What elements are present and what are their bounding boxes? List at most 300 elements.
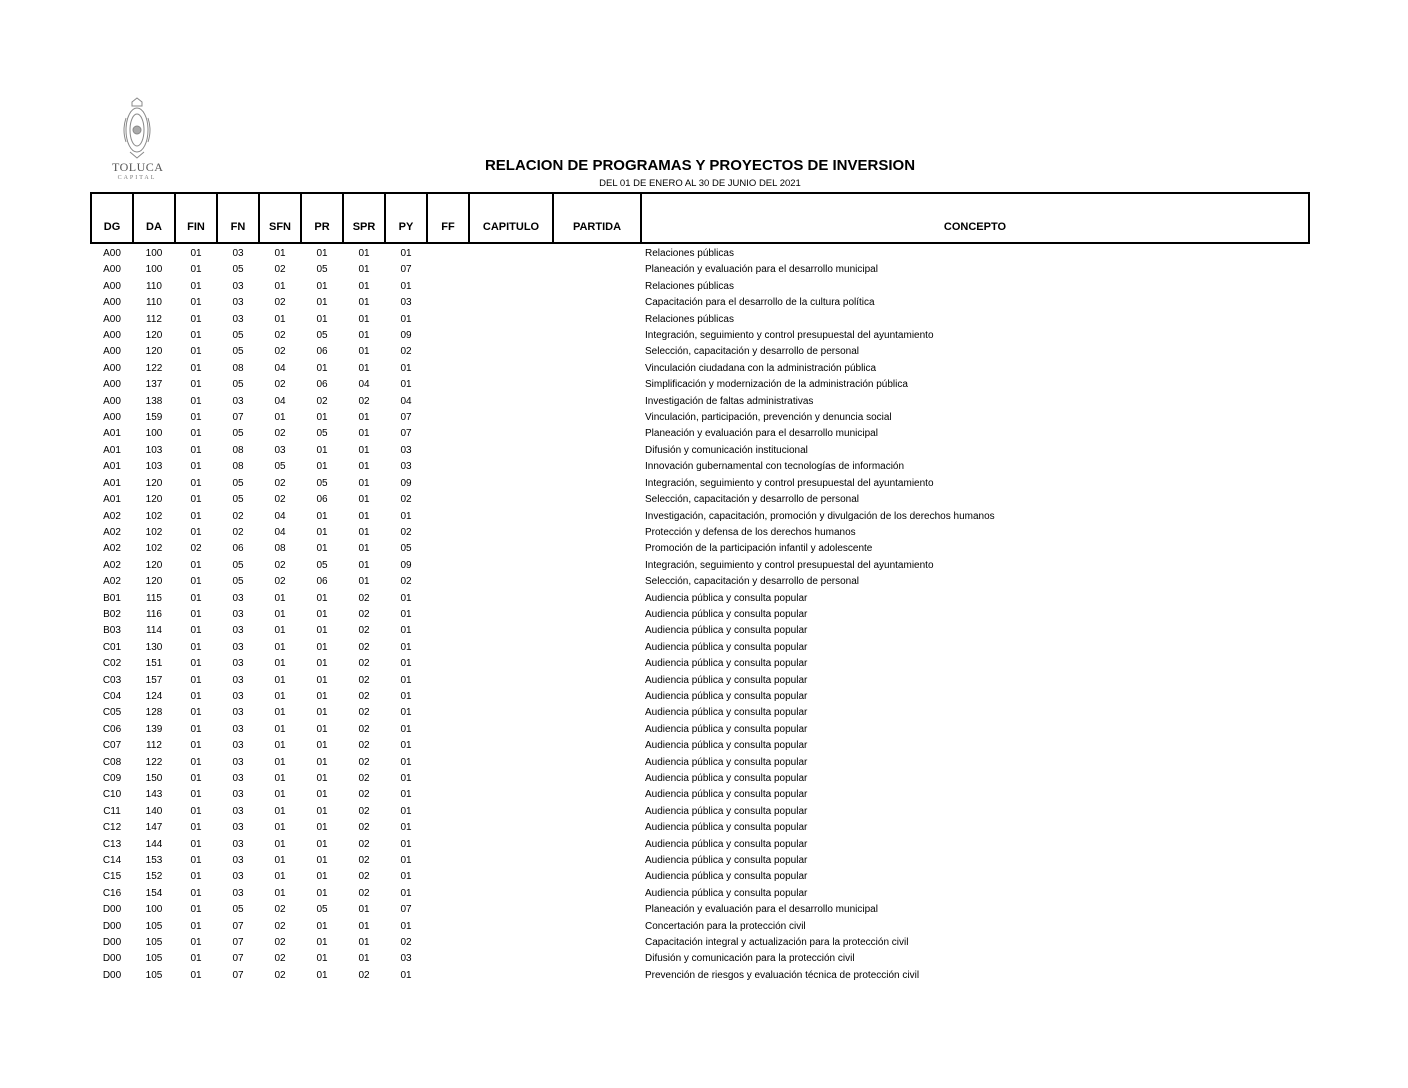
cell-ff <box>427 722 469 738</box>
cell-py: 01 <box>400 280 412 292</box>
cell-partida <box>553 525 641 541</box>
cell-fin: 01 <box>190 838 202 850</box>
col-header-ff: FF <box>427 193 469 243</box>
cell-dg: C02 <box>102 658 122 670</box>
cell-py: 01 <box>400 641 412 653</box>
cell-dg: B03 <box>103 625 121 637</box>
table-row <box>91 262 1309 278</box>
table-row <box>91 755 1309 771</box>
cell-ff <box>427 853 469 869</box>
cell-concepto: Promoción de la participación infantil y adolescente <box>645 543 873 555</box>
cell-partida <box>553 705 641 721</box>
cell-fin: 01 <box>190 756 202 768</box>
cell-ff <box>427 787 469 803</box>
cell-concepto: Audiencia pública y consulta popular <box>645 740 808 752</box>
cell-ff <box>427 902 469 918</box>
cell-spr: 01 <box>358 510 370 522</box>
cell-fn: 06 <box>232 543 244 555</box>
cell-py: 01 <box>400 608 412 620</box>
cell-py: 07 <box>400 904 412 916</box>
col-header-fin: FIN <box>175 193 217 243</box>
cell-dg: A02 <box>103 526 121 538</box>
cell-concepto: Concertación para la protección civil <box>645 920 806 932</box>
cell-pr: 05 <box>316 330 328 342</box>
cell-sfn: 02 <box>274 937 286 949</box>
cell-da: 130 <box>145 641 163 653</box>
cell-sfn: 01 <box>274 641 286 653</box>
cell-concepto: Audiencia pública y consulta popular <box>645 855 808 867</box>
cell-capitulo <box>469 673 553 689</box>
col-header-concepto: CONCEPTO <box>641 193 1309 243</box>
cell-fn: 05 <box>232 904 244 916</box>
cell-concepto: Planeación y evaluación para el desarrollo municipal <box>645 428 878 440</box>
cell-ff <box>427 886 469 902</box>
cell-fn: 02 <box>232 510 244 522</box>
cell-concepto: Audiencia pública y consulta popular <box>645 887 808 899</box>
cell-pr: 05 <box>316 264 328 276</box>
cell-py: 04 <box>400 395 412 407</box>
cell-fn: 03 <box>232 789 244 801</box>
cell-spr: 02 <box>358 723 370 735</box>
report-period: DEL 01 DE ENERO AL 30 DE JUNIO DEL 2021 <box>599 178 801 189</box>
cell-ff <box>427 869 469 885</box>
cell-concepto: Investigación, capacitación, promoción y divulgación de los derechos humanos <box>645 510 995 522</box>
table-row <box>91 476 1309 492</box>
table-row <box>91 771 1309 787</box>
cell-sfn: 01 <box>274 723 286 735</box>
cell-ff <box>427 377 469 393</box>
cell-concepto: Audiencia pública y consulta popular <box>645 789 808 801</box>
cell-fin: 01 <box>190 330 202 342</box>
cell-concepto: Capacitación integral y actualización para la protección civil <box>645 937 909 949</box>
cell-da: 147 <box>145 822 163 834</box>
cell-fin: 01 <box>190 280 202 292</box>
cell-fn: 03 <box>232 707 244 719</box>
cell-fn: 03 <box>232 641 244 653</box>
cell-partida <box>553 295 641 311</box>
cell-concepto: Audiencia pública y consulta popular <box>645 822 808 834</box>
cell-partida <box>553 426 641 442</box>
cell-dg: A01 <box>103 444 121 456</box>
cell-spr: 01 <box>358 346 370 358</box>
cell-dg: C10 <box>102 789 122 801</box>
col-header-py: PY <box>385 193 427 243</box>
cell-concepto: Difusión y comunicación institucional <box>645 444 808 456</box>
cell-fn: 07 <box>232 412 244 424</box>
cell-spr: 02 <box>358 608 370 620</box>
cell-fn: 05 <box>232 559 244 571</box>
cell-capitulo <box>469 919 553 935</box>
cell-concepto: Vinculación ciudadana con la administración pública <box>645 362 877 374</box>
cell-sfn: 01 <box>274 773 286 784</box>
cell-fin: 01 <box>190 608 202 620</box>
cell-partida <box>553 607 641 623</box>
cell-spr: 01 <box>358 313 370 325</box>
cell-fin: 01 <box>190 461 202 473</box>
table-row <box>91 377 1309 393</box>
cell-pr: 06 <box>316 346 328 358</box>
cell-spr: 01 <box>358 264 370 276</box>
table-row <box>91 328 1309 344</box>
cell-py: 03 <box>400 444 412 456</box>
cell-fin: 01 <box>190 969 202 981</box>
cell-spr: 02 <box>358 658 370 670</box>
cell-spr: 02 <box>358 887 370 899</box>
cell-pr: 01 <box>316 756 328 768</box>
cell-da: 120 <box>145 330 163 342</box>
cell-capitulo <box>469 312 553 328</box>
cell-concepto: Audiencia pública y consulta popular <box>645 723 808 735</box>
table-row <box>91 525 1309 541</box>
cell-fin: 01 <box>190 412 202 424</box>
cell-sfn: 02 <box>274 477 286 489</box>
cell-ff <box>427 243 469 262</box>
cell-partida <box>553 656 641 672</box>
cell-pr: 01 <box>316 953 328 965</box>
cell-sfn: 02 <box>274 428 286 440</box>
cell-spr: 01 <box>358 904 370 916</box>
cell-concepto: Planeación y evaluación para el desarrollo municipal <box>645 264 878 276</box>
table-header-row <box>91 193 1309 243</box>
cell-fn: 05 <box>232 379 244 391</box>
cell-capitulo <box>469 886 553 902</box>
cell-fn: 05 <box>232 346 244 358</box>
cell-fin: 01 <box>190 395 202 407</box>
cell-sfn: 01 <box>274 592 286 604</box>
cell-ff <box>427 804 469 820</box>
cell-py: 01 <box>400 920 412 932</box>
cell-capitulo <box>469 591 553 607</box>
cell-sfn: 03 <box>274 444 286 456</box>
cell-py: 07 <box>400 428 412 440</box>
cell-sfn: 02 <box>274 559 286 571</box>
cell-capitulo <box>469 656 553 672</box>
cell-pr: 01 <box>316 280 328 292</box>
table-body <box>91 243 1309 984</box>
cell-spr: 02 <box>358 805 370 817</box>
cell-pr: 01 <box>316 543 328 555</box>
cell-sfn: 08 <box>274 543 286 555</box>
cell-dg: A00 <box>103 264 121 276</box>
cell-fin: 01 <box>190 346 202 358</box>
cell-fn: 07 <box>232 937 244 949</box>
cell-capitulo <box>469 935 553 951</box>
cell-dg: C16 <box>102 887 122 899</box>
cell-fn: 03 <box>232 592 244 604</box>
cell-spr: 02 <box>358 756 370 768</box>
cell-spr: 01 <box>358 330 370 342</box>
table-row <box>91 853 1309 869</box>
cell-fn: 03 <box>232 658 244 670</box>
cell-dg: A01 <box>103 461 121 473</box>
cell-sfn: 04 <box>274 395 286 407</box>
table-row <box>91 919 1309 935</box>
cell-ff <box>427 951 469 967</box>
cell-fin: 01 <box>190 494 202 506</box>
table-row <box>91 902 1309 918</box>
table-row <box>91 344 1309 360</box>
cell-partida <box>553 410 641 426</box>
cell-pr: 05 <box>316 428 328 440</box>
cell-partida <box>553 443 641 459</box>
cell-fin: 01 <box>190 855 202 867</box>
table-row <box>91 312 1309 328</box>
cell-ff <box>427 361 469 377</box>
cell-capitulo <box>469 295 553 311</box>
cell-py: 02 <box>400 526 412 538</box>
cell-spr: 02 <box>358 592 370 604</box>
cell-pr: 01 <box>316 674 328 686</box>
table-row <box>91 886 1309 902</box>
cell-fin: 01 <box>190 428 202 440</box>
cell-dg: C07 <box>102 740 122 752</box>
table-row <box>91 279 1309 295</box>
cell-partida <box>553 919 641 935</box>
cell-sfn: 02 <box>274 346 286 358</box>
cell-da: 120 <box>145 559 163 571</box>
cell-fin: 01 <box>190 690 202 702</box>
cell-da: 105 <box>145 920 163 932</box>
cell-dg: A02 <box>103 576 121 588</box>
cell-da: 103 <box>145 461 163 473</box>
cell-pr: 01 <box>316 855 328 867</box>
cell-da: 154 <box>145 887 163 899</box>
cell-sfn: 02 <box>274 953 286 965</box>
cell-sfn: 01 <box>274 674 286 686</box>
cell-fin: 01 <box>190 953 202 965</box>
cell-da: 128 <box>145 707 163 719</box>
cell-ff <box>427 623 469 639</box>
cell-dg: A00 <box>103 379 121 391</box>
cell-dg: D00 <box>102 953 122 965</box>
cell-pr: 01 <box>316 723 328 735</box>
cell-capitulo <box>469 771 553 787</box>
cell-dg: D00 <box>102 904 122 916</box>
cell-fin: 01 <box>190 510 202 522</box>
cell-py: 07 <box>400 412 412 424</box>
cell-py: 02 <box>400 346 412 358</box>
cell-pr: 01 <box>316 461 328 473</box>
cell-dg: A02 <box>103 559 121 571</box>
cell-sfn: 01 <box>274 625 286 637</box>
cell-capitulo <box>469 623 553 639</box>
cell-da: 120 <box>145 477 163 489</box>
cell-dg: C13 <box>102 838 122 850</box>
cell-fin: 01 <box>190 789 202 801</box>
cell-capitulo <box>469 968 553 984</box>
cell-capitulo <box>469 705 553 721</box>
cell-spr: 01 <box>358 362 370 374</box>
cell-partida <box>553 722 641 738</box>
cell-fn: 03 <box>232 280 244 292</box>
cell-ff <box>427 673 469 689</box>
cell-spr: 01 <box>358 494 370 506</box>
cell-spr: 02 <box>358 641 370 653</box>
cell-py: 09 <box>400 330 412 342</box>
cell-ff <box>427 426 469 442</box>
cell-concepto: Audiencia pública y consulta popular <box>645 625 808 637</box>
col-header-spr: SPR <box>343 193 385 243</box>
table-row <box>91 558 1309 574</box>
cell-capitulo <box>469 787 553 803</box>
cell-fn: 03 <box>232 773 244 784</box>
cell-spr: 02 <box>358 838 370 850</box>
cell-ff <box>427 738 469 754</box>
cell-partida <box>553 951 641 967</box>
cell-partida <box>553 804 641 820</box>
cell-sfn: 01 <box>274 740 286 752</box>
cell-concepto: Audiencia pública y consulta popular <box>645 773 808 784</box>
col-header-pr: PR <box>301 193 343 243</box>
cell-fn: 03 <box>232 395 244 407</box>
cell-concepto: Audiencia pública y consulta popular <box>645 674 808 686</box>
cell-fn: 07 <box>232 953 244 965</box>
cell-sfn: 04 <box>274 362 286 374</box>
cell-py: 01 <box>400 379 412 391</box>
cell-fn: 05 <box>232 428 244 440</box>
cell-sfn: 01 <box>274 412 286 424</box>
cell-da: 105 <box>145 953 163 965</box>
cell-partida <box>553 689 641 705</box>
cell-da: 152 <box>145 871 163 883</box>
cell-sfn: 01 <box>274 822 286 834</box>
cell-py: 01 <box>400 871 412 883</box>
cell-ff <box>427 328 469 344</box>
cell-capitulo <box>469 525 553 541</box>
table-row <box>91 574 1309 590</box>
cell-da: 139 <box>145 723 163 735</box>
cell-sfn: 01 <box>274 608 286 620</box>
cell-concepto: Audiencia pública y consulta popular <box>645 658 808 670</box>
cell-pr: 06 <box>316 379 328 391</box>
table-row <box>91 640 1309 656</box>
cell-concepto: Audiencia pública y consulta popular <box>645 608 808 620</box>
cell-fin: 01 <box>190 871 202 883</box>
cell-fn: 05 <box>232 494 244 506</box>
cell-pr: 01 <box>316 362 328 374</box>
cell-da: 116 <box>146 608 162 620</box>
cell-pr: 06 <box>316 576 328 588</box>
cell-spr: 04 <box>358 379 370 391</box>
cell-dg: C05 <box>102 707 122 719</box>
cell-py: 01 <box>400 592 412 604</box>
table-row <box>91 459 1309 475</box>
cell-partida <box>553 623 641 639</box>
cell-capitulo <box>469 492 553 508</box>
cell-da: 114 <box>146 625 162 637</box>
cell-capitulo <box>469 262 553 278</box>
cell-concepto: Audiencia pública y consulta popular <box>645 707 808 719</box>
cell-dg: A01 <box>103 477 121 489</box>
cell-sfn: 02 <box>274 264 286 276</box>
cell-fn: 03 <box>232 297 244 309</box>
cell-sfn: 01 <box>274 707 286 719</box>
cell-py: 01 <box>400 362 412 374</box>
cell-ff <box>427 919 469 935</box>
cell-da: 157 <box>145 674 163 686</box>
cell-partida <box>553 738 641 754</box>
cell-da: 105 <box>145 969 163 981</box>
cell-concepto: Integración, seguimiento y control presupuestal del ayuntamiento <box>645 477 934 489</box>
cell-partida <box>553 541 641 557</box>
cell-da: 103 <box>145 444 163 456</box>
table-row <box>91 689 1309 705</box>
cell-pr: 01 <box>316 641 328 653</box>
cell-ff <box>427 509 469 525</box>
cell-capitulo <box>469 804 553 820</box>
cell-dg: A00 <box>103 346 121 358</box>
cell-ff <box>427 492 469 508</box>
table-row <box>91 243 1309 262</box>
cell-da: 122 <box>145 362 163 374</box>
cell-py: 01 <box>400 674 412 686</box>
cell-sfn: 01 <box>274 805 286 817</box>
cell-py: 03 <box>400 461 412 473</box>
cell-ff <box>427 312 469 328</box>
cell-da: 122 <box>145 756 163 768</box>
cell-pr: 01 <box>316 526 328 538</box>
cell-fin: 01 <box>190 559 202 571</box>
cell-sfn: 01 <box>274 690 286 702</box>
cell-partida <box>553 262 641 278</box>
col-header-da: DA <box>133 193 175 243</box>
table-row <box>91 787 1309 803</box>
cell-sfn: 01 <box>274 855 286 867</box>
cell-sfn: 02 <box>274 379 286 391</box>
cell-concepto: Integración, seguimiento y control presupuestal del ayuntamiento <box>645 330 934 342</box>
cell-fin: 01 <box>190 641 202 653</box>
cell-fn: 03 <box>232 625 244 637</box>
table-row <box>91 738 1309 754</box>
cell-fin: 01 <box>190 707 202 719</box>
cell-sfn: 02 <box>274 330 286 342</box>
cell-fin: 01 <box>190 887 202 899</box>
cell-pr: 01 <box>316 969 328 981</box>
cell-pr: 06 <box>316 494 328 506</box>
cell-py: 01 <box>400 510 412 522</box>
table-row <box>91 492 1309 508</box>
cell-ff <box>427 541 469 557</box>
cell-fn: 03 <box>232 608 244 620</box>
cell-py: 02 <box>400 576 412 588</box>
cell-dg: A01 <box>103 494 121 506</box>
table-row <box>91 394 1309 410</box>
cell-da: 153 <box>145 855 163 867</box>
cell-spr: 02 <box>358 789 370 801</box>
col-header-sfn: SFN <box>259 193 301 243</box>
cell-partida <box>553 640 641 656</box>
report-title: RELACION DE PROGRAMAS Y PROYECTOS DE INVERSION <box>484 157 916 174</box>
table-row <box>91 361 1309 377</box>
table-row <box>91 623 1309 639</box>
cell-dg: A00 <box>103 412 121 424</box>
cell-pr: 01 <box>316 510 328 522</box>
cell-concepto: Relaciones públicas <box>645 248 734 259</box>
cell-spr: 01 <box>358 280 370 292</box>
cell-concepto: Selección, capacitación y desarrollo de personal <box>645 576 860 588</box>
cell-da: 120 <box>145 494 163 506</box>
cell-spr: 02 <box>358 969 370 981</box>
cell-ff <box>427 705 469 721</box>
cell-spr: 01 <box>358 543 370 555</box>
cell-concepto: Relaciones públicas <box>645 313 734 325</box>
cell-py: 01 <box>400 690 412 702</box>
cell-fn: 03 <box>232 248 244 259</box>
cell-pr: 01 <box>316 444 328 456</box>
cell-ff <box>427 459 469 475</box>
cell-fin: 01 <box>190 297 202 309</box>
cell-pr: 01 <box>316 248 328 259</box>
